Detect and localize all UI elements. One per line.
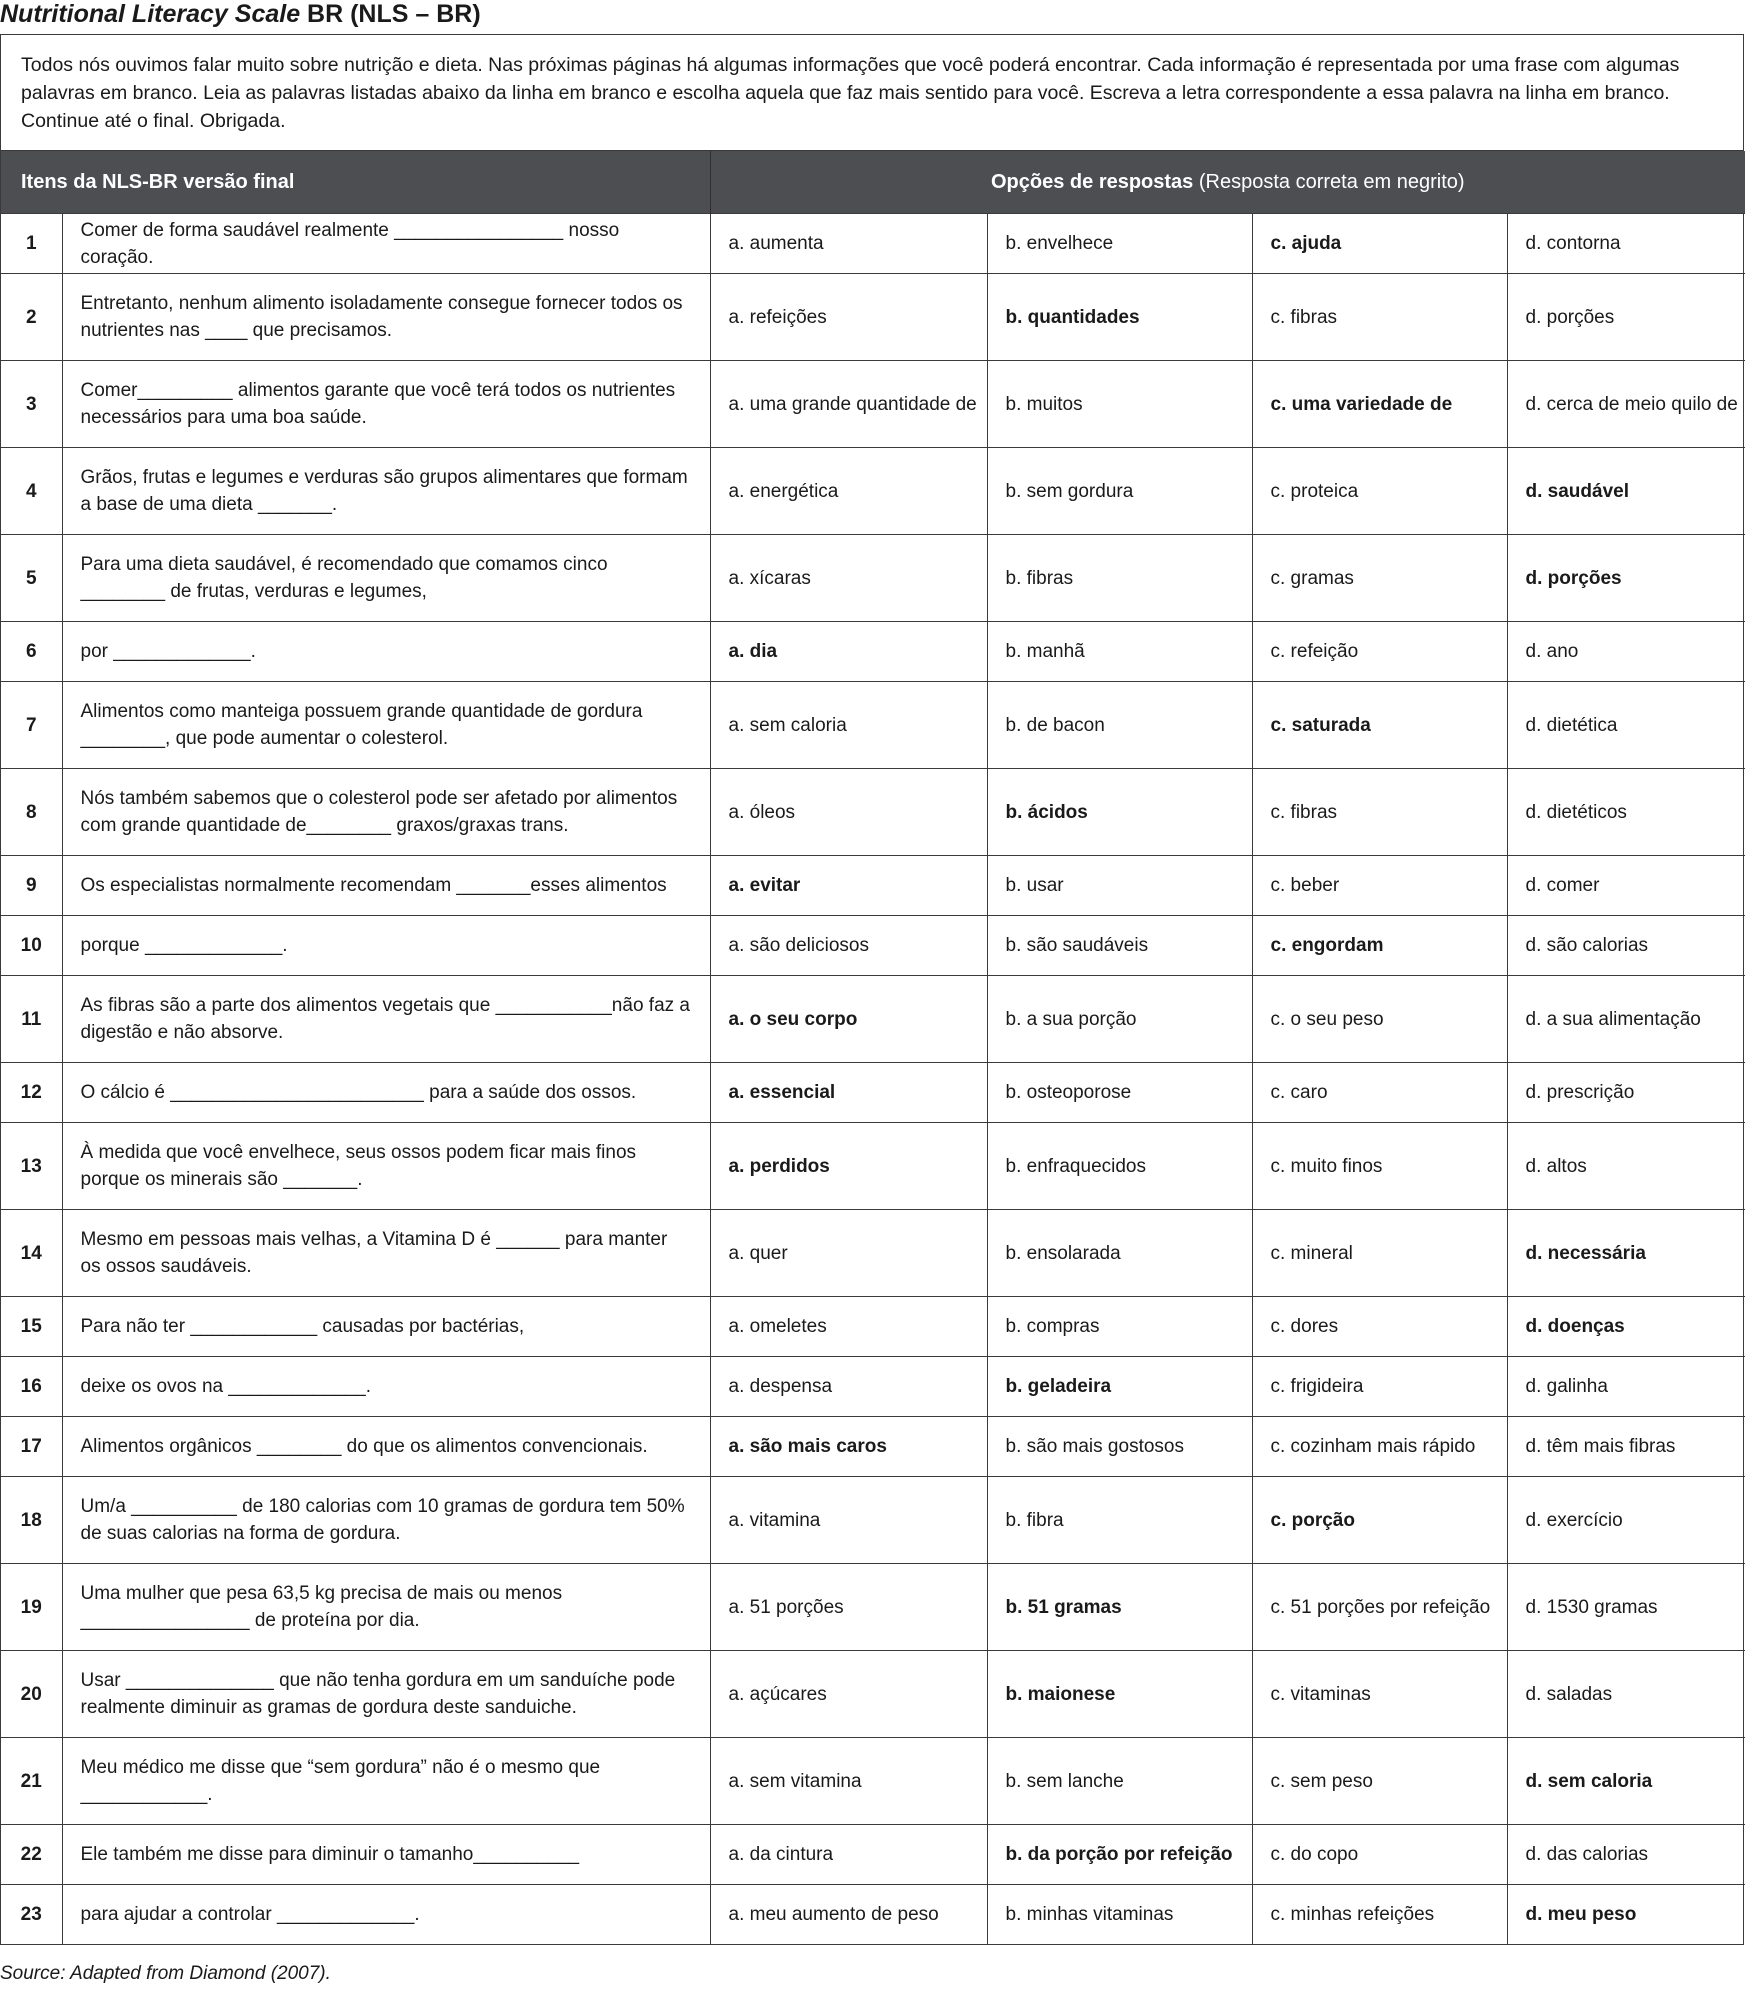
option-b: b. sem gordura	[987, 448, 1252, 535]
option-d: d. doenças	[1507, 1297, 1745, 1357]
header-items: Itens da NLS-BR versão final	[1, 151, 710, 214]
option-a: a. quer	[710, 1210, 987, 1297]
item-number: 19	[1, 1564, 62, 1651]
option-c: c. engordam	[1252, 916, 1507, 976]
option-b: b. manhã	[987, 622, 1252, 682]
table-row	[1, 682, 1745, 769]
table-row	[1, 622, 1745, 682]
option-b: b. compras	[987, 1297, 1252, 1357]
option-d: d. dietética	[1507, 682, 1745, 769]
option-a: a. açúcares	[710, 1651, 987, 1738]
item-text: Alimentos orgânicos ________ do que os alimentos convencionais.	[62, 1417, 710, 1477]
option-b: b. da porção por refeição	[987, 1825, 1252, 1885]
item-text: Para não ter ____________ causadas por bactérias,	[62, 1297, 710, 1357]
option-a: a. 51 porções	[710, 1564, 987, 1651]
item-text: Grãos, frutas e legumes e verduras são grupos alimentares que formam a base de uma dieta _______.	[62, 448, 710, 535]
option-a: a. energética	[710, 448, 987, 535]
option-d: d. altos	[1507, 1123, 1745, 1210]
option-d: d. necessária	[1507, 1210, 1745, 1297]
table-header	[1, 151, 1745, 214]
option-c: c. frigideira	[1252, 1357, 1507, 1417]
table-row	[1, 1357, 1745, 1417]
option-c: c. saturada	[1252, 682, 1507, 769]
option-a: a. omeletes	[710, 1297, 987, 1357]
item-number: 9	[1, 856, 62, 916]
option-d: d. ano	[1507, 622, 1745, 682]
option-c: c. mineral	[1252, 1210, 1507, 1297]
option-c: c. proteica	[1252, 448, 1507, 535]
option-c: c. ajuda	[1252, 214, 1507, 274]
item-number: 20	[1, 1651, 62, 1738]
item-text: para ajudar a controlar _____________.	[62, 1885, 710, 1945]
item-number: 11	[1, 976, 62, 1063]
option-c: c. beber	[1252, 856, 1507, 916]
option-c: c. dores	[1252, 1297, 1507, 1357]
table-row	[1, 1738, 1745, 1825]
item-text: por _____________.	[62, 622, 710, 682]
option-b: b. enfraquecidos	[987, 1123, 1252, 1210]
item-number: 16	[1, 1357, 62, 1417]
option-d: d. 1530 gramas	[1507, 1564, 1745, 1651]
item-number: 17	[1, 1417, 62, 1477]
option-d: d. comer	[1507, 856, 1745, 916]
item-number: 22	[1, 1825, 62, 1885]
option-d: d. porções	[1507, 274, 1745, 361]
option-c: c. refeição	[1252, 622, 1507, 682]
items-table	[1, 151, 1745, 1944]
item-number: 21	[1, 1738, 62, 1825]
item-text: Os especialistas normalmente recomendam _______esses alimentos	[62, 856, 710, 916]
option-c: c. vitaminas	[1252, 1651, 1507, 1738]
option-b: b. usar	[987, 856, 1252, 916]
option-b: b. muitos	[987, 361, 1252, 448]
item-number: 4	[1, 448, 62, 535]
option-a: a. dia	[710, 622, 987, 682]
option-d: d. meu peso	[1507, 1885, 1745, 1945]
option-a: a. o seu corpo	[710, 976, 987, 1063]
table-row	[1, 1123, 1745, 1210]
option-c: c. do copo	[1252, 1825, 1507, 1885]
option-b: b. são mais gostosos	[987, 1417, 1252, 1477]
item-number: 14	[1, 1210, 62, 1297]
item-number: 3	[1, 361, 62, 448]
table-row	[1, 1564, 1745, 1651]
header-options: Opções de respostas (Resposta correta em negrito)	[710, 151, 1745, 214]
instructions: Todos nós ouvimos falar muito sobre nutrição e dieta. Nas próximas páginas há algumas informações que você poderá encontrar. Cada informação é representada por uma frase com algumas palavras em branco. Leia as palavras listadas abaixo da linha em branco e escolha aquela que faz mais sentido para você. Escreva a letra correspondente a essa palavra na linha em branco. Continue até o final. Obrigada.	[1, 35, 1743, 151]
option-a: a. uma grande quantidade de	[710, 361, 987, 448]
item-text: O cálcio é ________________________ para a saúde dos ossos.	[62, 1063, 710, 1123]
item-number: 18	[1, 1477, 62, 1564]
item-number: 23	[1, 1885, 62, 1945]
item-text: Usar ______________ que não tenha gordura em um sanduíche pode realmente diminuir as gramas de gordura deste sanduiche.	[62, 1651, 710, 1738]
table-row	[1, 535, 1745, 622]
item-text: As fibras são a parte dos alimentos vegetais que ___________não faz a digestão e não absorve.	[62, 976, 710, 1063]
table-row	[1, 916, 1745, 976]
option-d: d. saladas	[1507, 1651, 1745, 1738]
item-text: deixe os ovos na _____________.	[62, 1357, 710, 1417]
table-row	[1, 274, 1745, 361]
option-a: a. despensa	[710, 1357, 987, 1417]
option-b: b. envelhece	[987, 214, 1252, 274]
item-number: 1	[1, 214, 62, 274]
table-row	[1, 1063, 1745, 1123]
option-b: b. ensolarada	[987, 1210, 1252, 1297]
item-text: Alimentos como manteiga possuem grande quantidade de gordura ________, que pode aumentar o colesterol.	[62, 682, 710, 769]
option-c: c. 51 porções por refeição	[1252, 1564, 1507, 1651]
item-text: Mesmo em pessoas mais velhas, a Vitamina D é ______ para manter os ossos saudáveis.	[62, 1210, 710, 1297]
option-a: a. sem caloria	[710, 682, 987, 769]
item-text: Ele também me disse para diminuir o tamanho__________	[62, 1825, 710, 1885]
item-number: 12	[1, 1063, 62, 1123]
source-note: Source: Adapted from Diamond (2007).	[0, 1963, 331, 1984]
option-c: c. fibras	[1252, 769, 1507, 856]
title-rest: BR (NLS – BR)	[300, 0, 481, 28]
table-row	[1, 1417, 1745, 1477]
item-number: 6	[1, 622, 62, 682]
option-a: a. são mais caros	[710, 1417, 987, 1477]
item-number: 5	[1, 535, 62, 622]
option-c: c. gramas	[1252, 535, 1507, 622]
item-text: Um/a __________ de 180 calorias com 10 gramas de gordura tem 50% de suas calorias na forma de gordura.	[62, 1477, 710, 1564]
option-b: b. quantidades	[987, 274, 1252, 361]
item-number: 2	[1, 274, 62, 361]
option-b: b. fibra	[987, 1477, 1252, 1564]
option-c: c. uma variedade de	[1252, 361, 1507, 448]
option-b: b. fibras	[987, 535, 1252, 622]
option-d: d. têm mais fibras	[1507, 1417, 1745, 1477]
option-b: b. são saudáveis	[987, 916, 1252, 976]
item-number: 13	[1, 1123, 62, 1210]
item-text: Comer de forma saudável realmente ________________ nosso coração.	[62, 214, 710, 274]
item-number: 15	[1, 1297, 62, 1357]
option-d: d. prescrição	[1507, 1063, 1745, 1123]
table-row	[1, 976, 1745, 1063]
item-text: À medida que você envelhece, seus ossos podem ficar mais finos porque os minerais são _______.	[62, 1123, 710, 1210]
option-a: a. xícaras	[710, 535, 987, 622]
option-d: d. galinha	[1507, 1357, 1745, 1417]
table-row	[1, 769, 1745, 856]
option-c: c. o seu peso	[1252, 976, 1507, 1063]
item-number: 7	[1, 682, 62, 769]
option-d: d. são calorias	[1507, 916, 1745, 976]
table-row	[1, 1885, 1745, 1945]
option-a: a. sem vitamina	[710, 1738, 987, 1825]
option-c: c. fibras	[1252, 274, 1507, 361]
option-a: a. vitamina	[710, 1477, 987, 1564]
option-b: b. ácidos	[987, 769, 1252, 856]
option-d: d. saudável	[1507, 448, 1745, 535]
table-row	[1, 448, 1745, 535]
option-a: a. da cintura	[710, 1825, 987, 1885]
option-b: b. geladeira	[987, 1357, 1252, 1417]
option-d: d. das calorias	[1507, 1825, 1745, 1885]
option-d: d. sem caloria	[1507, 1738, 1745, 1825]
option-b: b. maionese	[987, 1651, 1252, 1738]
option-d: d. dietéticos	[1507, 769, 1745, 856]
option-c: c. minhas refeições	[1252, 1885, 1507, 1945]
option-b: b. de bacon	[987, 682, 1252, 769]
option-d: d. cerca de meio quilo de	[1507, 361, 1745, 448]
option-a: a. refeições	[710, 274, 987, 361]
item-text: Comer_________ alimentos garante que você terá todos os nutrientes necessários para uma boa saúde.	[62, 361, 710, 448]
item-text: Entretanto, nenhum alimento isoladamente consegue fornecer todos os nutrientes nas ____ que precisamos.	[62, 274, 710, 361]
table-row	[1, 1297, 1745, 1357]
option-c: c. cozinham mais rápido	[1252, 1417, 1507, 1477]
title-italic: Nutritional Literacy Scale	[0, 0, 301, 28]
item-text: Nós também sabemos que o colesterol pode ser afetado por alimentos com grande quantidade de________ graxos/graxas trans.	[62, 769, 710, 856]
item-number: 8	[1, 769, 62, 856]
option-a: a. evitar	[710, 856, 987, 916]
option-b: b. minhas vitaminas	[987, 1885, 1252, 1945]
item-text: Meu médico me disse que “sem gordura” não é o mesmo que ____________.	[62, 1738, 710, 1825]
option-a: a. meu aumento de peso	[710, 1885, 987, 1945]
table-row	[1, 1210, 1745, 1297]
item-text: Para uma dieta saudável, é recomendado que comamos cinco ________ de frutas, verduras e legumes,	[62, 535, 710, 622]
option-d: d. contorna	[1507, 214, 1745, 274]
item-text: Uma mulher que pesa 63,5 kg precisa de mais ou menos ________________ de proteína por dia.	[62, 1564, 710, 1651]
option-c: c. caro	[1252, 1063, 1507, 1123]
option-b: b. 51 gramas	[987, 1564, 1252, 1651]
table-row	[1, 856, 1745, 916]
option-c: c. muito finos	[1252, 1123, 1507, 1210]
table-row	[1, 214, 1745, 274]
option-d: d. a sua alimentação	[1507, 976, 1745, 1063]
item-number: 10	[1, 916, 62, 976]
option-d: d. exercício	[1507, 1477, 1745, 1564]
option-d: d. porções	[1507, 535, 1745, 622]
item-text: porque _____________.	[62, 916, 710, 976]
table-row	[1, 361, 1745, 448]
option-c: c. sem peso	[1252, 1738, 1507, 1825]
table-row	[1, 1825, 1745, 1885]
option-a: a. óleos	[710, 769, 987, 856]
table-row	[1, 1477, 1745, 1564]
document-title	[0, 0, 481, 28]
table-row	[1, 1651, 1745, 1738]
option-b: b. sem lanche	[987, 1738, 1252, 1825]
option-a: a. aumenta	[710, 214, 987, 274]
option-c: c. porção	[1252, 1477, 1507, 1564]
scale-frame	[0, 34, 1744, 1945]
option-a: a. são deliciosos	[710, 916, 987, 976]
option-a: a. essencial	[710, 1063, 987, 1123]
option-b: b. a sua porção	[987, 976, 1252, 1063]
option-a: a. perdidos	[710, 1123, 987, 1210]
option-b: b. osteoporose	[987, 1063, 1252, 1123]
